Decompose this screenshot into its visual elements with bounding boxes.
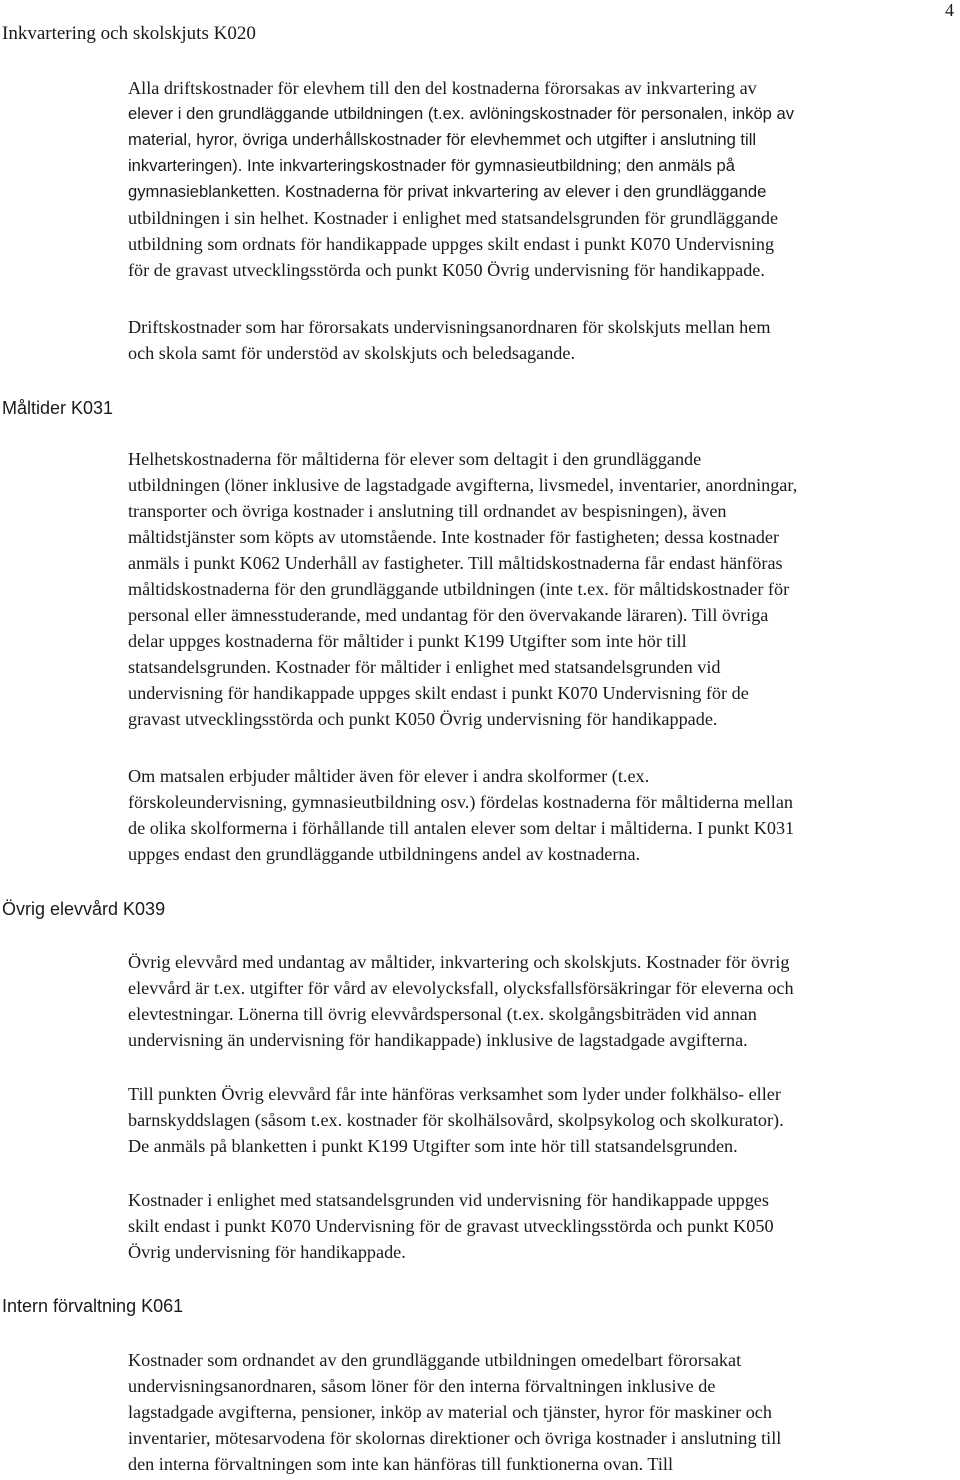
text-line: elevvård är t.ex. utgifter för vård av elevolycksfall, olycksfallsförsäkringar för eleverna och — [128, 978, 794, 998]
text-line: Kostnader i enlighet med statsandelsgrunden vid undervisning för handikappade uppges — [128, 1190, 769, 1210]
text-line: material, hyror, övriga underhållskostnader för elevhemmet och utgifter i anslutning till — [128, 130, 757, 149]
text-line: utbildningen i sin helhet. Kostnader i enlighet med statsandelsgrunden för grundläggande — [128, 208, 779, 228]
text-line: för de gravast utvecklingsstörda och punkt K050 Övrig undervisning för handikappade. — [128, 260, 765, 280]
text-line: måltidstjänster som köpts av utomstående. Inte kostnader för fastigheten; dessa kostnader — [128, 527, 780, 547]
text-line: transporter och övriga kostnader i anslutning till ordnandet av bespisningen), även — [128, 501, 727, 521]
text-line: förskoleundervisning, gymnasieutbildning osv.) fördelas kostnaderna för måltiderna mellan — [128, 792, 794, 812]
k031-paragraph-1 — [128, 446, 956, 732]
text-line: den interna förvaltningen som inte kan hänföras till funktionerna ovan. Till — [128, 1454, 674, 1474]
text-line: de olika skolformerna i förhållande till antalen elever som deltar i måltiderna. I punkt K031 — [128, 818, 795, 838]
text-line: lagstadgade avgifterna, pensioner, inköp av material och tjänster, hyror för maskiner och — [128, 1402, 772, 1422]
text-line: elevtestningar. Lönerna till övrig elevvårdspersonal (t.ex. skolgångsbiträden vid annan — [128, 1004, 757, 1024]
text-line: Till punkten Övrig elevvård får inte hänföras verksamhet som lyder under folkhälso- eller — [128, 1084, 781, 1104]
text-line: undervisning för handikappade uppges skilt endast i punkt K070 Undervisning för de — [128, 683, 749, 703]
text-line: statsandelsgrunden. Kostnader för måltider i enlighet med statsandelsgrunden vid — [128, 657, 721, 677]
text-line: gymnasieblanketten. Kostnaderna för privat inkvartering av elever i den grundläggande — [128, 182, 767, 201]
page-number: 4 — [945, 0, 954, 20]
text-line: Övrig undervisning för handikappade. — [128, 1242, 406, 1262]
text-line: Kostnader som ordnandet av den grundläggande utbildningen omedelbart förorsakat — [128, 1350, 742, 1370]
text-line: barnskyddslagen (såsom t.ex. kostnader för skolhälsovård, skolpsykolog och skolkurator). — [128, 1110, 784, 1130]
text-line: uppges endast den grundläggande utbildningens andel av kostnaderna. — [128, 844, 641, 864]
text-line: De anmäls på blanketten i punkt K199 Utgifter som inte hör till statsandelsgrunden. — [128, 1136, 738, 1156]
text-line: inkvarteringen). Inte inkvarteringskostnader för gymnasieutbildning; den anmäls på — [128, 156, 735, 175]
text-line: Om matsalen erbjuder måltider även för elever i andra skolformer (t.ex. — [128, 766, 650, 786]
text-line: undervisning än undervisning för handikappade) inklusive de lagstadgade avgifterna. — [128, 1030, 748, 1050]
text-line: undervisningsanordnaren, såsom löner för den interna förvaltningen inklusive de — [128, 1376, 716, 1396]
text-line: personal eller ämnesstuderande, med undantag för den övervakande läraren). Till övriga — [128, 605, 769, 625]
text-line: Alla driftskostnader för elevhem till den del kostnaderna förorsakas av inkvartering av — [128, 78, 757, 98]
k039-paragraph-3 — [128, 1187, 956, 1265]
text-line: Övrig elevvård med undantag av måltider, inkvartering och skolskjuts. Kostnader för övrig — [128, 952, 790, 972]
k061-paragraph-1 — [128, 1347, 956, 1477]
text-line: elever i den grundläggande utbildningen (t.ex. avlöningskostnader för personalen, inköp av — [128, 104, 795, 123]
text-line: Helhetskostnaderna för måltiderna för elever som deltagit i den grundläggande — [128, 449, 702, 469]
k031-paragraph-2 — [128, 763, 956, 867]
heading-k020: Inkvartering och skolskjuts K020 — [2, 23, 256, 44]
text-line: skilt endast i punkt K070 Undervisning för de gravast utvecklingsstörda och punkt K050 — [128, 1216, 774, 1236]
text-line: måltidskostnaderna för den grundläggande utbildningen (inte t.ex. för måltidskostnader för — [128, 579, 790, 599]
k039-paragraph-1 — [128, 949, 956, 1053]
heading-k039: Övrig elevvård K039 — [2, 899, 166, 919]
k020-paragraph-2 — [128, 314, 956, 366]
text-line: gravast utvecklingsstörda och punkt K050 Övrig undervisning för handikappade. — [128, 709, 718, 729]
text-line: utbildning som ordnats för handikappade uppges skilt endast i punkt K070 Undervisning — [128, 234, 775, 254]
text-line: delar uppges kostnaderna för måltider i punkt K199 Utgifter som inte hör till — [128, 631, 687, 651]
text-line: och skola samt för understöd av skolskjuts och beledsagande. — [128, 343, 576, 363]
text-line: inventarier, mötesarvodena för skolornas direktioner och övriga kostnader i anslutning till — [128, 1428, 782, 1448]
k039-paragraph-2 — [128, 1081, 956, 1159]
k020-paragraph-1 — [128, 75, 956, 283]
heading-k031: Måltider K031 — [2, 398, 114, 418]
text-line: anmäls i punkt K062 Underhåll av fastigheter. Till måltidskostnaderna får endast hänföras — [128, 553, 783, 573]
heading-k061: Intern förvaltning K061 — [2, 1296, 184, 1316]
text-line: Driftskostnader som har förorsakats undervisningsanordnaren för skolskjuts mellan hem — [128, 317, 771, 337]
text-line: utbildningen (löner inklusive de lagstadgade avgifterna, livsmedel, inventarier, anordningar, — [128, 475, 798, 495]
